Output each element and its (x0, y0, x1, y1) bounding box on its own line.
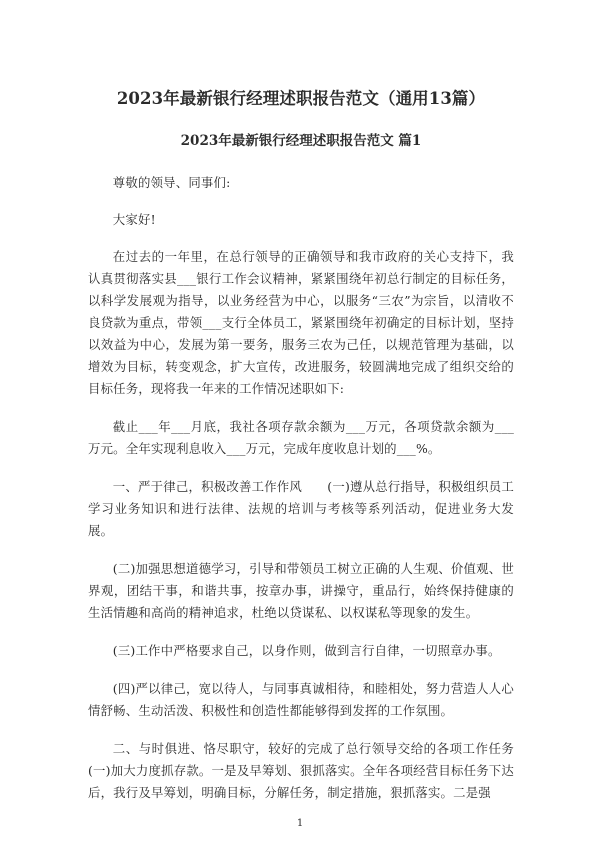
document-page (0, 88, 600, 864)
paragraph-intro: 在过去的一年里，在总行领导的正确领导和我市政府的关心支持下，我认真贯彻落实县___银行工作会议精神，紧紧围绕年初总行制定的目标任务，以科学发展观为指导，以业务经营为中心，以服务“三农”为宗旨，以清收不良贷款为重点，带领___支行全体员工，紧紧围绕年初确定的目标计划，坚持以效益为中心，发展为第一要务，服务三农为己任，以规范管理为基础，以增效为目标，转变观念，扩大宣传，改进服务，较圆满地完成了组织交给的目标任务，现将我一年来的工作情况述职如下: (88, 249, 514, 396)
paragraph-deposit-figures: 截止___年___月底，我社各项存款余额为___万元，各项贷款余额为___万元。全年实现利息收入___万元，完成年度收息计划的___%。 (88, 419, 514, 456)
paragraph-point-four: (四)严以律己，宽以待人，与同事真诚相待，和睦相处，努力营造人人心情舒畅、生动活泼、积极性和创造性都能够得到发挥的工作氛围。 (88, 681, 514, 718)
section-title: 2023年最新银行经理述职报告范文 篇1 (180, 133, 422, 149)
paragraph-section-one: 一、严于律己，积极改善工作作风 (一)遵从总行指导，积极组织员工学习业务知识和进行法律、法规的培训与考核等系列活动，促进业务大发展。 (88, 479, 514, 538)
paragraph-point-three: (三)工作中严格要求自己，以身作则，做到言行自律，一切照章办事。 (112, 643, 501, 658)
paragraph-section-two: 二、与时俱进、恪尽职守，较好的完成了总行领导交给的各项工作任务(一)加大力度抓存款。一是及早筹划、狠抓落实。全年各项经营目标任务下达后，我行及早筹划，明确目标，分解任务，制定措施，狠抓落实。二是强 (88, 741, 514, 800)
paragraph-point-two: (二)加强思想道德学习，引导和带领员工树立正确的人生观、价值观、世界观，团结干事，和谐共事，按章办事，讲操守，重品行，始终保持健康的生活情趣和高尚的精神追求，杜绝以贷谋私、以权谋私等现象的发生。 (88, 561, 514, 620)
salutation-line: 大家好! (112, 212, 156, 227)
page-number: 1 (296, 818, 304, 829)
greeting-line: 尊敬的领导、同事们: (112, 175, 231, 190)
document-title: 2023年最新银行经理述职报告范文（通用13篇） (116, 89, 486, 108)
